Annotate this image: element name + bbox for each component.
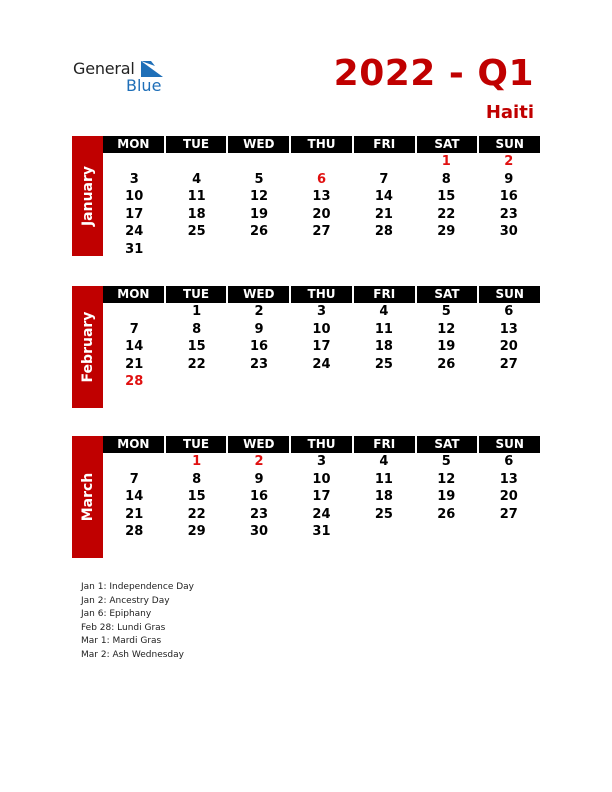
- week-row: [103, 356, 540, 374]
- day-cell: 24: [125, 224, 144, 239]
- weekday-header-fri: FRI: [354, 436, 415, 453]
- day-cell: 29: [187, 524, 206, 539]
- weekday-header-tue: TUE: [166, 286, 227, 303]
- day-cell: 12: [437, 321, 456, 337]
- day-cell: 31: [125, 241, 144, 257]
- day-cell: 18: [374, 489, 393, 504]
- weekday-header-sun: SUN: [479, 136, 540, 153]
- week-row: [103, 453, 540, 471]
- weekday-header-wed: WED: [228, 286, 289, 303]
- day-cell: 7: [379, 171, 389, 187]
- day-cell: 19: [437, 339, 456, 354]
- day-cell: 23: [499, 206, 518, 222]
- empty-day-cell: [353, 241, 415, 259]
- empty-day-cell: [165, 373, 227, 391]
- day-cell: 14: [125, 339, 144, 354]
- day-cell: 21: [125, 506, 144, 522]
- day-cell: 24: [312, 506, 331, 522]
- day-cell: 9: [254, 471, 264, 487]
- month-tab: [72, 286, 103, 408]
- day-cell: 19: [437, 489, 456, 504]
- weekday-header-row: [103, 136, 540, 153]
- week-row: [103, 153, 540, 171]
- week-row: [103, 523, 540, 541]
- logo-text-blue: Blue: [126, 76, 162, 95]
- empty-day-cell: [415, 241, 477, 259]
- week-rows: [103, 453, 540, 541]
- week-row: [103, 488, 540, 506]
- day-cell: 12: [250, 189, 269, 204]
- month-tab: [72, 436, 103, 558]
- day-cell: 23: [250, 506, 269, 522]
- day-cell: 27: [499, 506, 518, 522]
- day-cell: 23: [250, 356, 269, 372]
- day-cell: 19: [250, 206, 269, 222]
- day-cell: 17: [312, 339, 331, 354]
- day-cell: 13: [499, 471, 518, 487]
- weekday-header-thu: THU: [291, 136, 352, 153]
- day-cell: 15: [187, 489, 206, 504]
- page-title: 2022 - Q1: [333, 53, 534, 94]
- day-cell: 9: [504, 171, 514, 187]
- month-block-january: [72, 136, 540, 256]
- weekday-header-sat: SAT: [417, 436, 478, 453]
- week-row: [103, 223, 540, 241]
- week-row: [103, 206, 540, 224]
- day-cell: 4: [379, 304, 389, 319]
- weekday-header-row: [103, 436, 540, 453]
- weekday-header-tue: TUE: [166, 436, 227, 453]
- day-cell: 16: [250, 339, 269, 354]
- day-cell: 26: [250, 224, 269, 239]
- month-block-march: [72, 436, 540, 558]
- day-cell: 13: [312, 189, 331, 204]
- month-name: March: [79, 472, 96, 522]
- day-cell: 20: [499, 339, 518, 354]
- weekday-header-mon: MON: [103, 286, 164, 303]
- weekday-header-sat: SAT: [417, 136, 478, 153]
- week-rows: [103, 153, 540, 258]
- day-cell: 3: [129, 171, 139, 187]
- day-cell: 27: [312, 224, 331, 239]
- day-cell: 11: [374, 321, 393, 337]
- day-cell: 6: [316, 171, 326, 187]
- empty-day-cell: [478, 373, 540, 391]
- day-cell: 4: [192, 171, 202, 187]
- logo-flag-icon: [141, 61, 163, 77]
- day-cell: 11: [187, 189, 206, 204]
- empty-day-cell: [478, 523, 540, 541]
- weekday-header-sun: SUN: [479, 286, 540, 303]
- month-name: February: [79, 311, 96, 383]
- day-cell: 1: [441, 154, 451, 169]
- day-cell: 24: [312, 356, 331, 372]
- day-cell: 31: [312, 524, 331, 539]
- empty-day-cell: [103, 303, 165, 321]
- holiday-note: Feb 28: Lundi Gras: [81, 622, 166, 633]
- week-row: [103, 506, 540, 524]
- day-cell: 14: [125, 489, 144, 504]
- day-cell: 16: [250, 489, 269, 504]
- empty-day-cell: [228, 241, 290, 259]
- day-cell: 11: [374, 471, 393, 487]
- day-cell: 17: [312, 489, 331, 504]
- day-cell: 21: [125, 356, 144, 372]
- day-cell: 9: [254, 321, 264, 337]
- empty-day-cell: [290, 153, 352, 171]
- week-row: [103, 241, 540, 259]
- day-cell: 30: [499, 224, 518, 239]
- weekday-header-wed: WED: [228, 136, 289, 153]
- day-cell: 12: [437, 471, 456, 487]
- day-cell: 14: [374, 189, 393, 204]
- day-cell: 20: [499, 489, 518, 504]
- generalblue-logo: [73, 59, 173, 95]
- weekday-header-sat: SAT: [417, 286, 478, 303]
- day-cell: 10: [312, 471, 331, 487]
- empty-day-cell: [228, 153, 290, 171]
- week-row: [103, 303, 540, 321]
- empty-day-cell: [103, 153, 165, 171]
- week-row: [103, 188, 540, 206]
- empty-day-cell: [353, 523, 415, 541]
- day-cell: 5: [254, 171, 264, 187]
- day-cell: 6: [504, 304, 514, 319]
- day-cell: 29: [437, 224, 456, 239]
- weekday-header-mon: MON: [103, 136, 164, 153]
- day-cell: 1: [192, 304, 202, 319]
- day-cell: 5: [441, 304, 451, 319]
- holiday-note: Jan 6: Epiphany: [81, 609, 152, 620]
- day-cell: 13: [499, 321, 518, 337]
- day-cell: 8: [441, 171, 451, 187]
- holiday-list: [81, 581, 194, 663]
- weekday-header-row: [103, 286, 540, 303]
- day-cell: 17: [125, 206, 144, 222]
- empty-day-cell: [353, 373, 415, 391]
- month-tab: [72, 136, 103, 256]
- day-cell: 22: [187, 506, 206, 522]
- country-name: Haiti: [485, 102, 534, 123]
- day-cell: 1: [192, 454, 202, 469]
- weekday-header-fri: FRI: [354, 286, 415, 303]
- weekday-header-thu: THU: [291, 286, 352, 303]
- day-cell: 27: [499, 356, 518, 372]
- day-cell: 28: [374, 224, 393, 239]
- day-cell: 15: [437, 189, 456, 204]
- day-cell: 18: [187, 206, 206, 222]
- day-cell: 3: [316, 454, 326, 469]
- day-cell: 10: [312, 321, 331, 337]
- empty-day-cell: [103, 453, 165, 471]
- month-block-february: [72, 286, 540, 408]
- weekday-header-thu: THU: [291, 436, 352, 453]
- day-cell: 7: [129, 321, 139, 337]
- weekday-header-fri: FRI: [354, 136, 415, 153]
- holiday-note: Mar 1: Mardi Gras: [81, 636, 162, 647]
- week-row: [103, 321, 540, 339]
- day-cell: 26: [437, 506, 456, 522]
- empty-day-cell: [415, 373, 477, 391]
- day-cell: 6: [504, 454, 514, 469]
- day-cell: 5: [441, 454, 451, 469]
- empty-day-cell: [165, 153, 227, 171]
- empty-day-cell: [478, 241, 540, 259]
- empty-day-cell: [228, 373, 290, 391]
- empty-day-cell: [353, 153, 415, 171]
- day-cell: 28: [125, 374, 144, 389]
- week-rows: [103, 303, 540, 391]
- day-cell: 2: [254, 304, 264, 319]
- day-cell: 22: [187, 356, 206, 372]
- weekday-header-wed: WED: [228, 436, 289, 453]
- day-cell: 25: [187, 224, 206, 239]
- day-cell: 22: [437, 206, 456, 222]
- empty-day-cell: [415, 523, 477, 541]
- day-cell: 21: [374, 206, 393, 222]
- day-cell: 28: [125, 524, 144, 539]
- month-name: January: [79, 165, 96, 227]
- day-cell: 8: [192, 471, 202, 487]
- holiday-note: Jan 1: Independence Day: [81, 582, 194, 592]
- day-cell: 30: [250, 524, 269, 539]
- day-cell: 16: [499, 189, 518, 204]
- day-cell: 7: [129, 471, 139, 487]
- day-cell: 3: [316, 304, 326, 319]
- logo-text-general: General: [73, 59, 135, 78]
- empty-day-cell: [165, 241, 227, 259]
- empty-day-cell: [290, 373, 352, 391]
- week-row: [103, 373, 540, 391]
- week-row: [103, 338, 540, 356]
- week-row: [103, 171, 540, 189]
- day-cell: 25: [374, 506, 393, 522]
- day-cell: 20: [312, 206, 331, 222]
- day-cell: 26: [437, 356, 456, 372]
- day-cell: 15: [187, 339, 206, 354]
- holiday-note: Jan 2: Ancestry Day: [81, 595, 170, 606]
- day-cell: 2: [504, 154, 514, 169]
- empty-day-cell: [290, 241, 352, 259]
- weekday-header-mon: MON: [103, 436, 164, 453]
- holiday-note: Mar 2: Ash Wednesday: [81, 649, 184, 660]
- day-cell: 8: [192, 321, 202, 337]
- day-cell: 25: [374, 356, 393, 372]
- day-cell: 18: [374, 339, 393, 354]
- week-row: [103, 471, 540, 489]
- day-cell: 4: [379, 454, 389, 469]
- weekday-header-tue: TUE: [166, 136, 227, 153]
- day-cell: 2: [254, 454, 264, 469]
- weekday-header-sun: SUN: [479, 436, 540, 453]
- day-cell: 10: [125, 189, 144, 204]
